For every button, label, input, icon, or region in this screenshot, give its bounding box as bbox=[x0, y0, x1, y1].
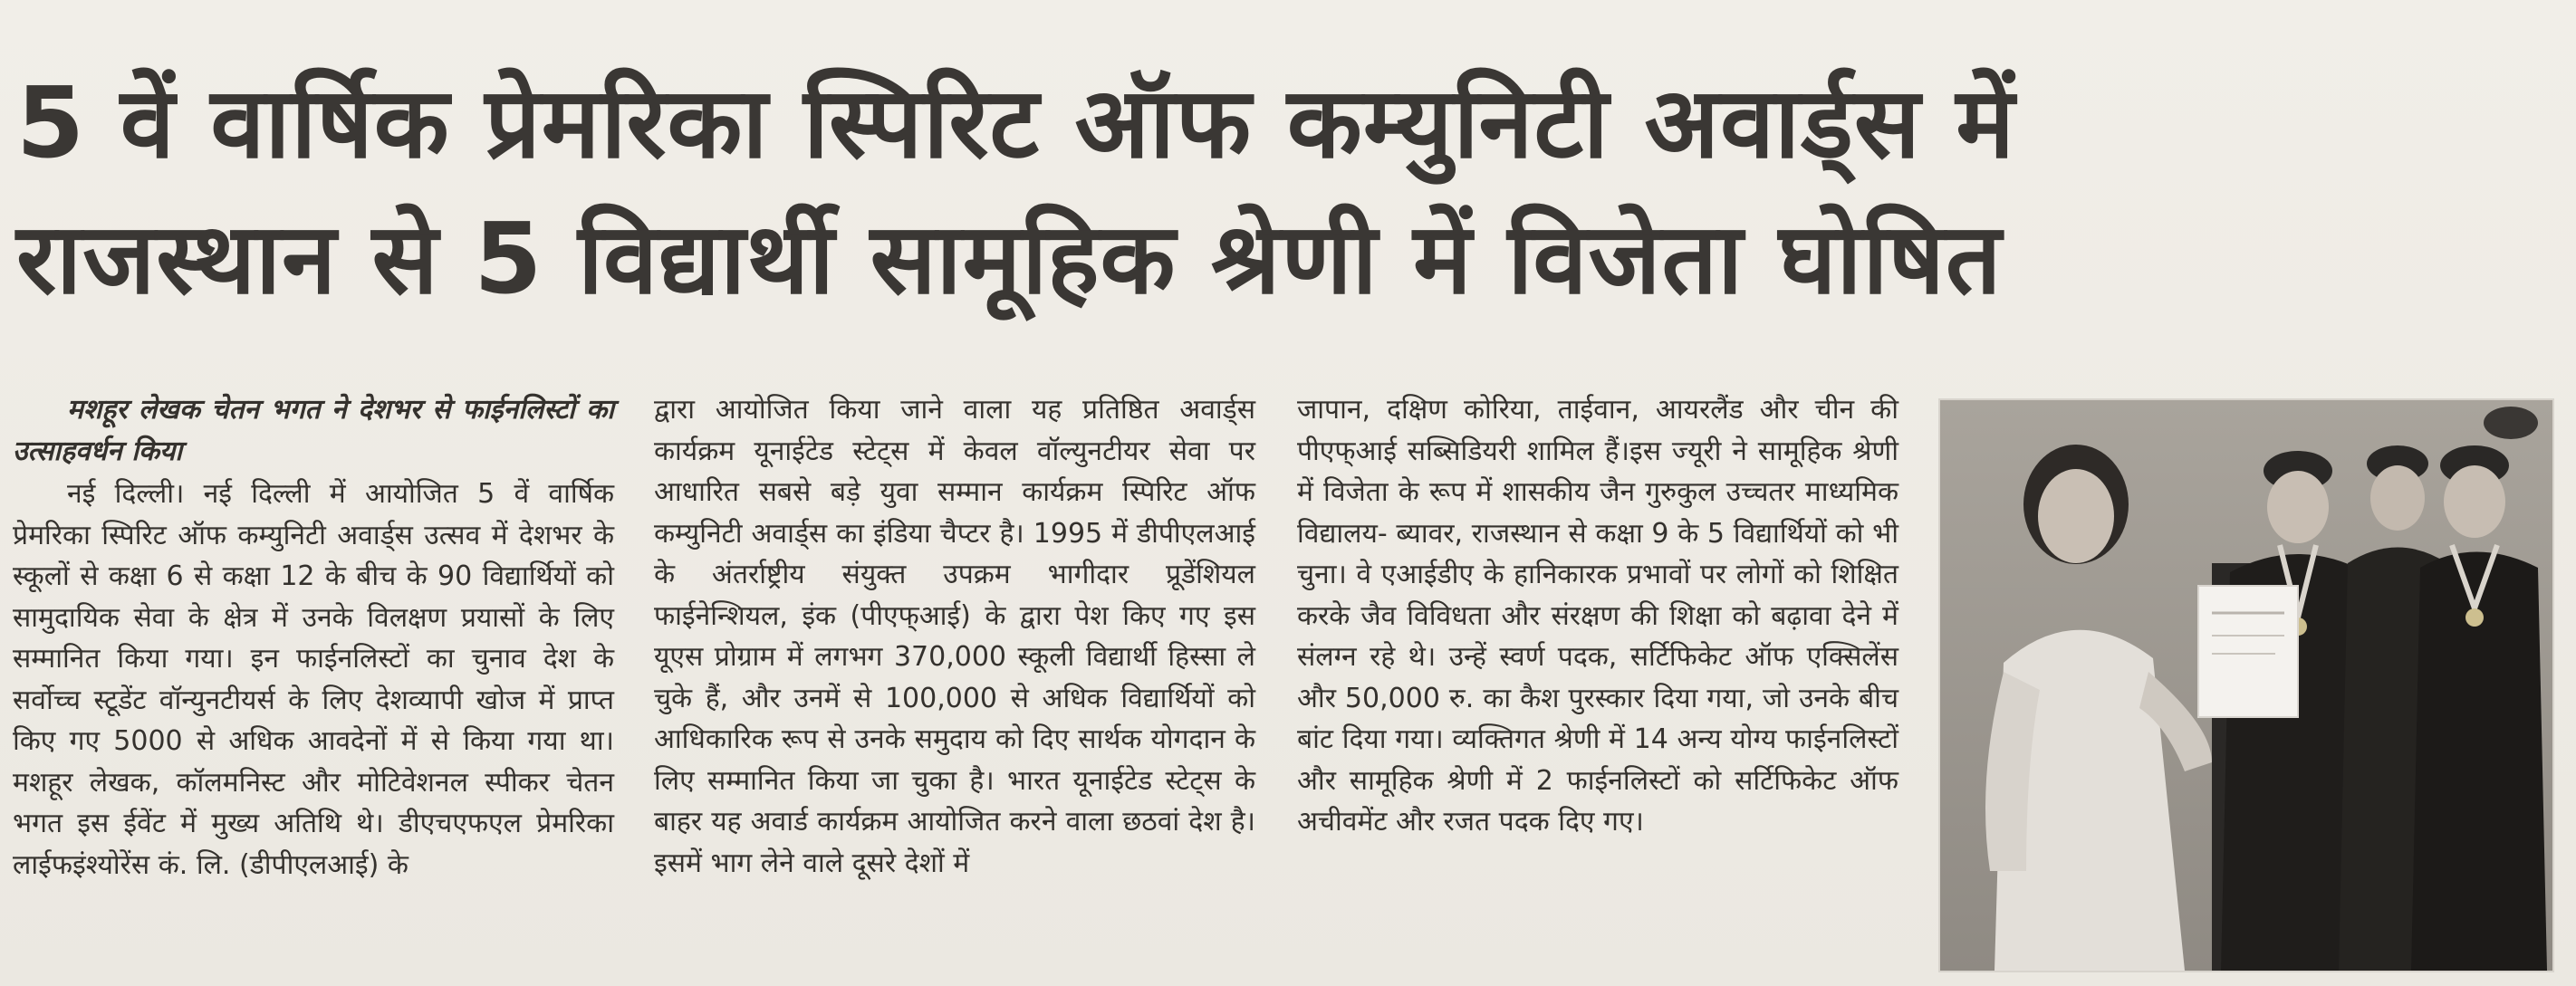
article-column-1 bbox=[13, 389, 614, 885]
award-ceremony-photo bbox=[1938, 398, 2554, 972]
photo-image bbox=[1940, 400, 2552, 971]
kicker: मशहूर लेखक चेतन भगत ने देशभर से फाईनलिस्टों का उत्साहवर्धन किया bbox=[13, 394, 614, 467]
headline bbox=[16, 56, 2552, 328]
article-body-1: नई दिल्ली। नई दिल्ली में आयोजित 5 वें वार्षिक प्रेमरिका स्पिरिट ऑफ कम्युनिटी अवार्ड्स उत्सव में देशभर के स्कूलों से कक्षा 6 से कक्षा 12 के बीच के 90 विद्यार्थियों को सामुदायिक सेवा के क्षेत्र में उनके विलक्षण प्रयासों के लिए सम्मानित किया गया। इन फाईनलिस्टों का चुनाव देश के सर्वोच्च स्टूडेंट वॉन्युनटीयर्स के लिए देशव्यापी खोज में प्राप्त किए गए 5000 से अधिक आवदेनों में से किया गया था। मशहूर लेखक, कॉलमनिस्ट और मोटिवेशनल स्पीकर चेतन भगत इस ईवेंट में मुख्य अतिथि थे। डीएचएफएल प्रेमरिका लाईफइंश्योरेंस कं. लि. (डीपीएलआई) के bbox=[13, 478, 614, 881]
article-column-2 bbox=[654, 389, 1255, 884]
article-column-3 bbox=[1297, 389, 1898, 843]
headline-line-2: राजस्थान से 5 विद्यार्थी सामूहिक श्रेणी में विजेता घोषित bbox=[16, 203, 2003, 316]
article-body-3: जापान, दक्षिण कोरिया, ताईवान, आयरलैंड और चीन की पीएफ्आई सब्सिडियरी शामिल हैं।इस ज्यूरी ने सामूहिक श्रेणी में विजेता के रूप में शासकीय जैन गुरुकुल उच्चतर माध्यमिक विद्यालय- ब्यावर, राजस्थान से कक्षा 9 के 5 विद्यार्थियों को भी चुना। वे एआईडीए के हानिकारक प्रभावों पर लोगों को शिक्षित करके जैव विविधता और संरक्षण की शिक्षा को बढ़ावा देने में संलग्न रहे थे। उन्हें स्वर्ण पदक, सर्टिफिकेट ऑफ एक्सिलेंस और 50,000 रु. का कैश पुरस्कार दिया गया, जो उनके बीच बांट दिया गया। व्यक्तिगत श्रेणी में 14 अन्य योग्य फाईनलिस्टों और सामूहिक श्रेणी में 2 फाईनलिस्टों को सर्टिफिकेट ऑफ अचीवमेंट और रजत पदक दिए गए। bbox=[1297, 394, 1898, 838]
certificate bbox=[2198, 586, 2298, 717]
article-body-2: द्वारा आयोजित किया जाने वाला यह प्रतिष्ठित अवार्ड्स कार्यक्रम यूनाईटेड स्टेट्स में केवल वॉल्युनटीयर सेवा पर आधारित सबसे बड़े युवा सम्मान कार्यक्रम स्पिरिट ऑफ कम्युनिटी अवार्ड्स का इंडिया चैप्टर है। 1995 में डीपीएलआई के अंतर्राष्ट्रीय संयुक्त उपक्रम भागीदार प्रूडेंशियल फाईनेन्शियल, इंक (पीएफ्आई) के द्वारा पेश किए गए इस यूएस प्रोग्राम में लगभग 370,000 स्कूली विद्यार्थी हिस्सा ले चुके हैं, और उनमें से 100,000 से अधिक विद्यार्थियों को आधिकारिक रूप से उनके समुदाय को दिए सार्थक योगदान के लिए सम्मानित किया जा चुका है। भारत यूनाईटेड स्टेट्स के बाहर यह अवार्ड कार्यक्रम आयोजित करने वाला छठवां देश है। इसमें भाग लेने वाले दूसरे देशों में bbox=[654, 394, 1255, 879]
headline-line-1: 5 वें वार्षिक प्रेमरिका स्पिरिट ऑफ कम्युनिटी अवार्ड्स में bbox=[16, 67, 2016, 180]
